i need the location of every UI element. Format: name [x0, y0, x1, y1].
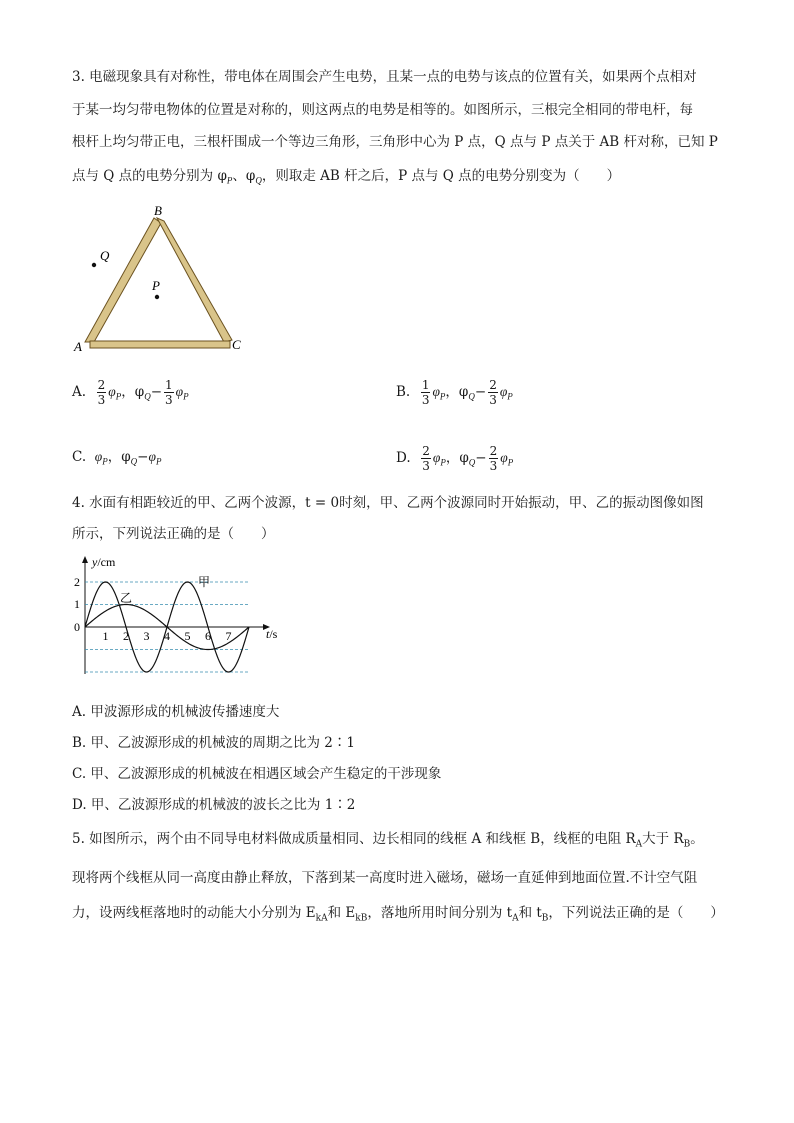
- y-axis-arrow: [82, 556, 88, 563]
- q5-text-line-3: 力，设两线框落地时的动能大小分别为 $E_{kA}$和 $E_{kB}$，落地所用时间分别为 $t_A$和 $t_B$，下列说法正确的是（ ）: [72, 905, 724, 924]
- x-tick-7: 7: [225, 629, 232, 643]
- x-axis-label: t/s: [266, 627, 278, 641]
- q3-text-line-2: 于某一均匀带电物体的位置是对称的，则这两点的电势是相等的。如图所示，三根完全相同的带电杆，每: [72, 102, 693, 118]
- label-c: C: [232, 337, 241, 352]
- q4-option-a[interactable]: A. 甲波源形成的机械波传播速度大: [72, 704, 280, 720]
- q4-option-c[interactable]: C. 甲、乙波源形成的机械波在相遇区域会产生稳定的干涉现象: [72, 766, 442, 782]
- q4-option-b[interactable]: B. 甲、乙波源形成的机械波的周期之比为 2∶1: [72, 735, 355, 751]
- x-tick-2: 2: [123, 629, 129, 643]
- label-b: B: [154, 203, 162, 218]
- legend-jia: 甲: [198, 575, 211, 589]
- y-axis-label: y/cm: [92, 555, 116, 569]
- q5-text-line-2: 现将两个线框从同一高度由静止释放，下落到某一高度时进入磁场，磁场一直延伸到地面位置.不计空气阻: [72, 870, 698, 886]
- q5-text-line-1: 5. 如图所示，两个由不同导电材料做成质量相同、边长相同的线框 A 和线框 B，线框的电阻 $R_A$大于 $R_B$。: [72, 831, 704, 850]
- q4-text-line-2: 所示，下列说法正确的是（ ）: [72, 526, 275, 542]
- q4-option-d[interactable]: D. 甲、乙波源形成的机械波的波长之比为 1∶2: [72, 797, 356, 813]
- point-q: [92, 263, 96, 267]
- vibration-chart: [70, 552, 290, 682]
- triangle-figure: [70, 202, 250, 360]
- y-tick-1: 1: [74, 597, 80, 611]
- point-p: [155, 295, 159, 299]
- x-tick-1: 1: [102, 629, 109, 643]
- q3-text-line-4: 点与 Q 点的电势分别为 $\varphi_P$、$\varphi_Q$，则取走 AB 杆之后，P 点与 Q 点的电势分别变为（ ）: [72, 168, 621, 186]
- rod-ab: [85, 218, 161, 342]
- legend-yi: 乙: [120, 591, 133, 605]
- q4-text-line-1: 4. 水面有相距较近的甲、乙两个波源，t = 0时刻，甲、乙两个波源同时开始振动，甲、乙的振动图像如图: [72, 495, 704, 511]
- q3-text-line-3: 根杆上均匀带正电，三根杆围成一个等边三角形，三角形中心为 P 点，Q 点与 P 点关于 AB 杆对称，已知 P: [72, 134, 718, 150]
- label-q: Q: [100, 248, 110, 263]
- rod-ac: [90, 341, 230, 348]
- label-p: P: [152, 278, 160, 293]
- q3-option-d[interactable]: D. $\frac{2}{3}$ $\varphi_P$，$\varphi_Q-$ $\frac{2}{3}$ $\varphi_P$: [396, 444, 514, 473]
- x-tick-4: 4: [164, 629, 170, 643]
- q3-text-line-1: 3. 电磁现象具有对称性，带电体在周围会产生电势，且某一点的电势与该点的位置有关，如果两个点相对: [72, 69, 697, 85]
- x-tick-6: 6: [205, 629, 211, 643]
- q3-option-b[interactable]: B. $\frac{1}{3}$ $\varphi_P$，$\varphi_Q-$ $\frac{2}{3}$ $\varphi_P$: [396, 378, 513, 407]
- q3-option-c[interactable]: C. $\varphi_P$，$\varphi_Q-\varphi_P$: [72, 449, 162, 467]
- x-tick-5: 5: [184, 629, 191, 643]
- x-tick-3: 3: [143, 629, 150, 643]
- rod-bc: [157, 218, 232, 342]
- y-tick-2: 2: [74, 575, 80, 589]
- q3-option-a[interactable]: A. $\frac{2}{3}$ $\varphi_P$，$\varphi_Q-$ $\frac{1}{3}$ $\varphi_P$: [72, 378, 189, 407]
- y-tick-0: 0: [74, 620, 80, 634]
- label-a: A: [74, 339, 82, 354]
